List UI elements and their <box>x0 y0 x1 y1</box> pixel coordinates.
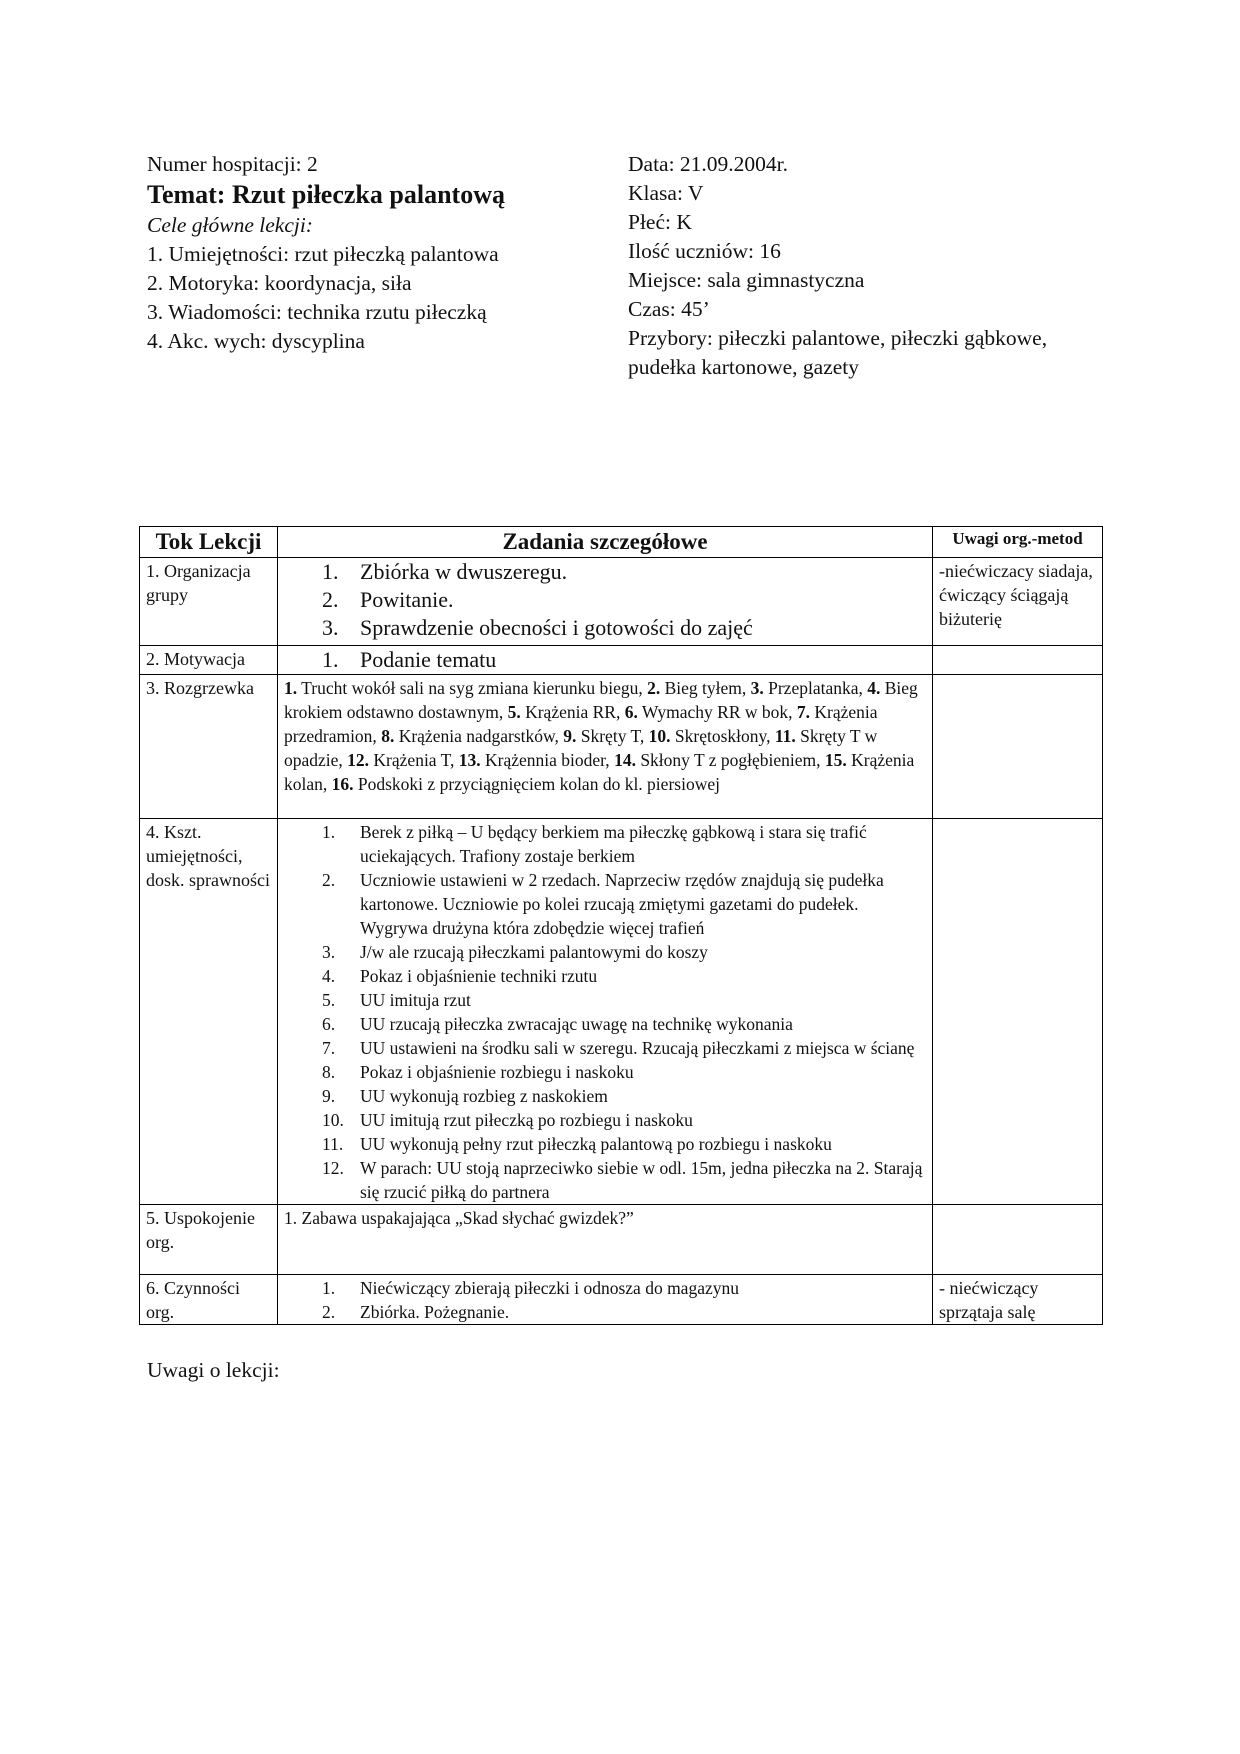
exercise-number: 13. <box>458 750 481 770</box>
list-item: 1. Podanie tematu <box>322 647 497 672</box>
list-item: 5. UU imituja rzut <box>322 990 471 1010</box>
tasks-cell: 1. Zabawa uspakajająca „Skad słychać gwizdek?” <box>278 1205 933 1275</box>
goal-item: 3. Wiadomości: technika rzutu piłeczką <box>147 300 487 324</box>
list-item: 10. UU imitują rzut piłeczką po rozbiegu i naskoku <box>322 1110 693 1130</box>
notes-cell <box>933 819 1103 1205</box>
list-item: 4. Pokaz i objaśnienie techniki rzutu <box>322 966 598 986</box>
exercise-number: 16. <box>331 774 354 794</box>
lesson-topic: Temat: Rzut piłeczka palantową <box>147 180 505 209</box>
notes-cell: -niećwiczacy siadaja, ćwiczący ściągają biżuterię <box>933 558 1103 646</box>
student-count: Ilość uczniów: 16 <box>628 239 781 263</box>
exercise-text: Skręty T w opadzie, <box>284 726 878 770</box>
goals-title: Cele główne lekcji: <box>147 213 313 237</box>
list-item: 2. Uczniowie ustawieni w 2 rzedach. Naprzeciw rzędów znajdują się pudełka kartonowe. Uczniowie po kolei rzucają zmiętymi gazetami do pudełek. Wygrywa drużyna która zdobędzie więcej trafień <box>322 870 884 938</box>
table-row <box>140 675 1103 819</box>
lesson-plan-table <box>139 526 1103 1325</box>
exercise-text: Wymachy RR w bok, <box>637 702 797 722</box>
list-item: 8. Pokaz i objaśnienie rozbiegu i naskoku <box>322 1062 634 1082</box>
exercise-number: 2. <box>647 678 661 698</box>
lesson-class: Klasa: V <box>628 181 704 205</box>
list-item: 12. W parach: UU stoją naprzeciwko siebie w odl. 15m, jedna piłeczka na 2. Starają się rzucić piłką do partnera <box>322 1158 923 1202</box>
exercise-number: 12. <box>347 750 370 770</box>
lesson-equipment: Przybory: piłeczki palantowe, piłeczki gąbkowe, pudełka kartonowe, gazety <box>628 326 1048 379</box>
exercise-text: Skrętoskłony, <box>670 726 775 746</box>
exercise-number: 3. <box>750 678 764 698</box>
tasks-cell <box>278 558 933 646</box>
column-header-tasks: Zadania szczegółowe <box>278 527 933 558</box>
table-row <box>140 646 1103 675</box>
notes-cell <box>933 1205 1103 1275</box>
goal-item: 2. Motoryka: koordynacja, siła <box>147 271 412 295</box>
table-header-row <box>140 527 1103 558</box>
stage-cell: 4. Kszt. umiejętności, dosk. sprawności <box>140 819 278 1205</box>
list-item: 11. UU wykonują pełny rzut piłeczką palantową po rozbiegu i naskoku <box>322 1134 832 1154</box>
table-row <box>140 558 1103 646</box>
list-item: 6. UU rzucają piłeczka zwracając uwagę na technikę wykonania <box>322 1014 793 1034</box>
exercise-text: Krążenia nadgarstków, <box>394 726 564 746</box>
inspection-number: Numer hospitacji: 2 <box>147 152 318 176</box>
exercise-number: 10. <box>648 726 671 746</box>
table-row <box>140 1275 1103 1325</box>
exercise-text: Krążennia bioder, <box>480 750 615 770</box>
goal-item: 4. Akc. wych: dyscyplina <box>147 329 365 353</box>
exercise-text: Krążenia T, <box>369 750 459 770</box>
tasks-cell <box>278 819 933 1205</box>
exercise-text: Krążenia przedramion, <box>284 702 878 746</box>
stage-cell: 2. Motywacja <box>140 646 278 675</box>
exercise-text: Krążenia kolan, <box>284 750 915 794</box>
table-row <box>140 819 1103 1205</box>
list-item: 1. Zbiórka w dwuszeregu. <box>322 559 568 584</box>
exercise-text: Trucht wokół sali na syg zmiana kierunku biegu, <box>297 678 648 698</box>
tasks-cell <box>278 1275 933 1325</box>
notes-cell: - niećwiczący sprzątaja salę <box>933 1275 1103 1325</box>
list-item: 9. UU wykonują rozbieg z naskokiem <box>322 1086 608 1106</box>
lesson-remarks: Uwagi o lekcji: <box>147 1358 280 1382</box>
stage-cell: 5. Uspokojenie org. <box>140 1205 278 1275</box>
task-list <box>284 1276 926 1324</box>
exercise-text: Skłony T z pogłębieniem, <box>635 750 825 770</box>
exercise-number: 6. <box>624 702 638 722</box>
goal-item: 1. Umiejętności: rzut piłeczką palantowa <box>147 242 499 266</box>
exercise-number: 4. <box>867 678 881 698</box>
stage-cell: 1. Organizacja grupy <box>140 558 278 646</box>
lesson-date: Data: 21.09.2004r. <box>628 152 789 176</box>
list-item: 3. J/w ale rzucają piłeczkami palantowymi do koszy <box>322 942 708 962</box>
header-right <box>628 150 1048 382</box>
exercise-text: Podskoki z przyciągnięciem kolan do kl. piersiowej <box>353 774 720 794</box>
exercise-text: Bieg tyłem, <box>660 678 751 698</box>
exercise-text: Bieg krokiem odstawno dostawnym, <box>284 678 918 722</box>
stage-cell: 6. Czynności org. <box>140 1275 278 1325</box>
exercise-number: 1. <box>284 678 298 698</box>
task-list <box>284 558 926 642</box>
list-item: 7. UU ustawieni na środku sali w szeregu. Rzucają piłeczkami z miejsca w ścianę <box>322 1038 915 1058</box>
list-item: 2. Powitanie. <box>322 587 454 612</box>
column-header-stage: Tok Lekcji <box>140 527 278 558</box>
exercise-number: 15. <box>824 750 847 770</box>
exercise-number: 8. <box>381 726 395 746</box>
exercise-text: Skręty T, <box>576 726 649 746</box>
column-header-notes: Uwagi org.-metod <box>933 527 1103 558</box>
exercise-text: Przeplatanka, <box>763 678 868 698</box>
task-list <box>284 820 926 1204</box>
list-item: 3. Sprawdzenie obecności i gotowości do zajęć <box>322 615 753 640</box>
table-row <box>140 1205 1103 1275</box>
warmup-cell <box>278 675 933 819</box>
tasks-cell <box>278 646 933 675</box>
list-item: 2. Zbiórka. Pożegnanie. <box>322 1302 510 1322</box>
exercise-text: Krążenia RR, <box>520 702 625 722</box>
exercise-number: 14. <box>614 750 636 770</box>
lesson-time: Czas: 45’ <box>628 297 710 321</box>
exercise-number: 9. <box>563 726 577 746</box>
notes-cell <box>933 675 1103 819</box>
list-item: 1. Berek z piłką – U będący berkiem ma piłeczkę gąbkową i stara się trafić uciekających. Trafiony zostaje berkiem <box>322 822 867 866</box>
task-list <box>284 646 926 674</box>
exercise-number: 5. <box>507 702 521 722</box>
exercise-number: 7. <box>796 702 810 722</box>
lesson-place: Miejsce: sala gimnastyczna <box>628 268 865 292</box>
stage-cell: 3. Rozgrzewka <box>140 675 278 819</box>
lesson-sex: Płeć: K <box>628 210 692 234</box>
list-item: 1. Niećwiczący zbierają piłeczki i odnosza do magazynu <box>322 1278 739 1298</box>
exercise-number: 11. <box>774 726 796 746</box>
header-left <box>147 150 617 356</box>
notes-cell <box>933 646 1103 675</box>
